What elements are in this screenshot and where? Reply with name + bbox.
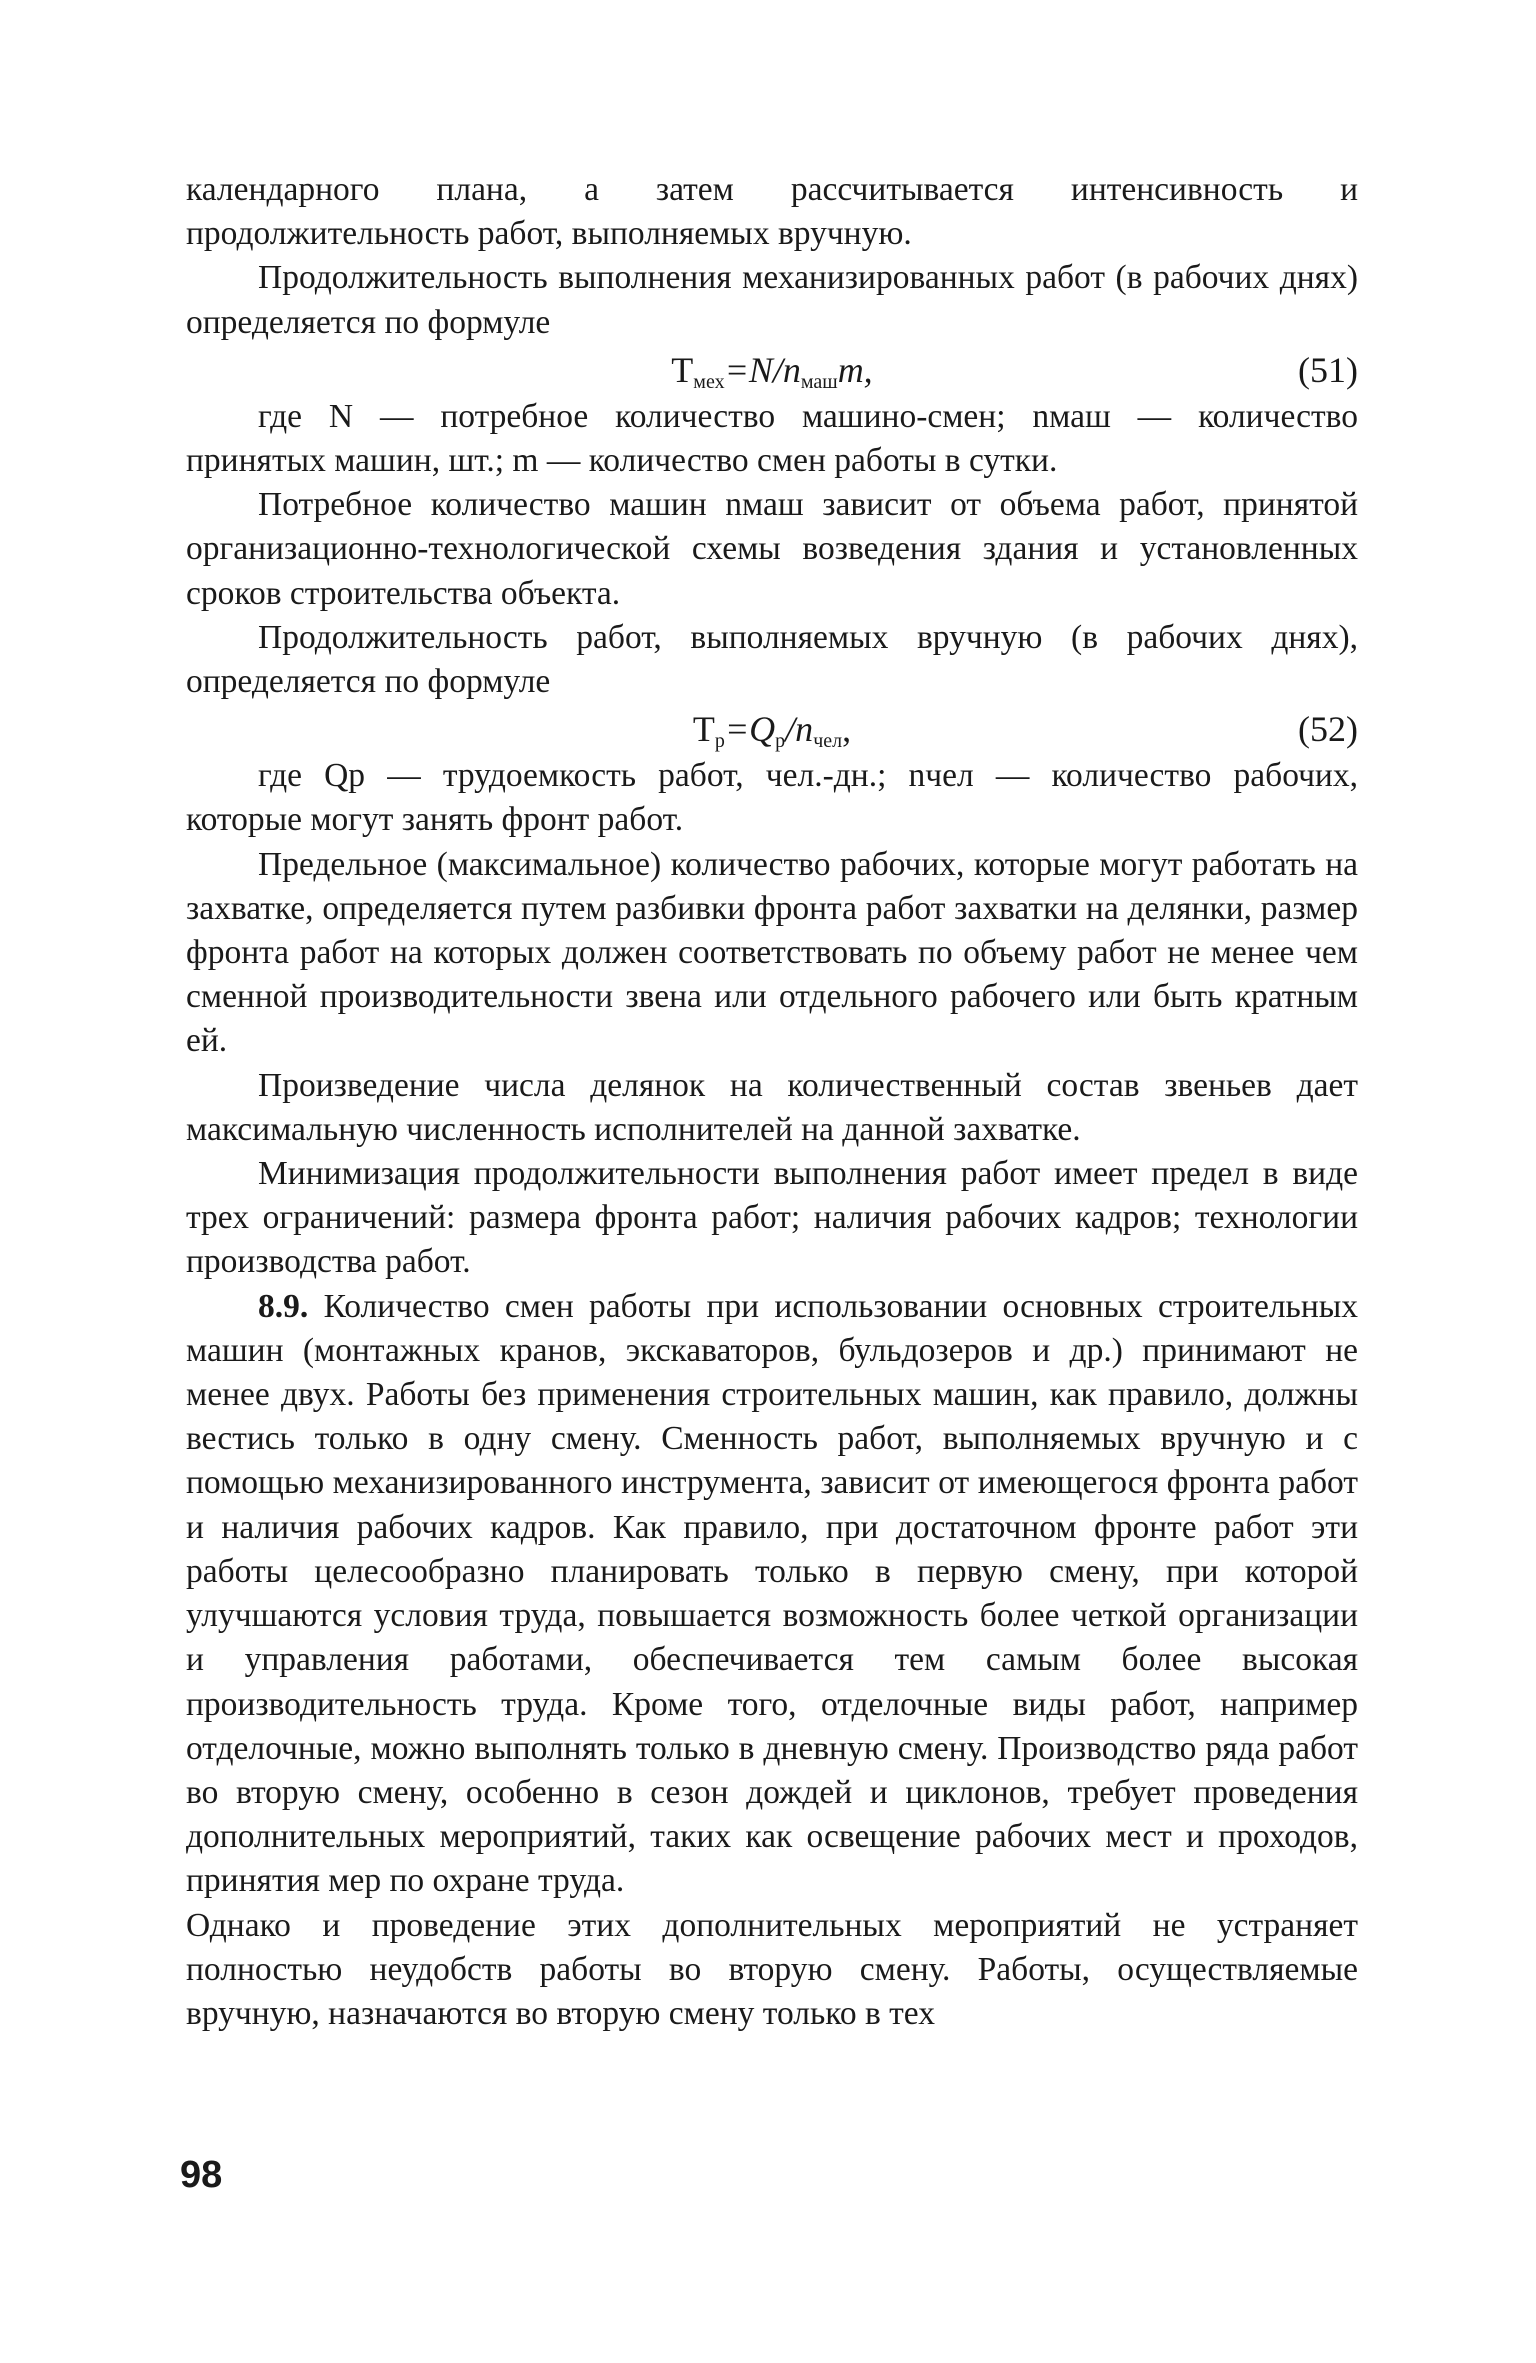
paragraph-10-text: Количество смен работы при использовании основных строительных машин (монтажных кранов, экскаваторов, бульдозеров и др.) принимают не менее двух. Работы без применения строительных машин, как правило, должны вестись только в одну смену. Сменность работ, выполняемых вручную и с помощью механизированного инструмента, зависит от имеющегося фронта работ и наличия рабочих кадров. Как правило, при достаточном фронте работ эти работы целесообразно планировать только в первую смену, при которой улучшаются условия труда, повышается возможность более четкой организации и управления работами, обеспечивается тем самым более высокая производительность труда. Кроме того, отделочные виды работ, например отделочные, можно выполнять только в дневную смену. Производство ряда работ во вторую смену, особенно в сезон дождей и циклонов, требует проведения дополнительных мероприятий, таких как освещение рабочих мест и проходов, принятия мер по охране труда.: [186, 1287, 1358, 1900]
page-body: [186, 168, 1358, 2036]
paragraph-3: где N — потребное количество машино-смен; nмаш — количество принятых машин, шт.; m — количество смен работы в сутки.: [186, 397, 1358, 480]
paragraph-10: [186, 1285, 1358, 1904]
paragraph-8: Произведение числа делянок на количественный состав звеньев дает максимальную численность исполнителей на данной захватке.: [186, 1066, 1358, 1148]
formula-51: [186, 345, 1358, 395]
formula-52-number: (52): [1298, 709, 1358, 750]
section-number: 8.9.: [258, 1287, 309, 1325]
paragraph-11: Однако и проведение этих дополнительных мероприятий не устраняет полностью неудобств работы во вторую смену. Работы, осуществляемые вручную, назначаются во вторую смену только в тех: [186, 1906, 1358, 2032]
paragraph-9: Минимизация продолжительности выполнения работ имеет предел в виде трех ограничений: размера фронта работ; наличия рабочих кадров; технологии производства работ.: [186, 1155, 1358, 1281]
paragraph-6: где Qр — трудоемкость работ, чел.-дн.; nчел — количество рабочих, которые могут занять фронт работ.: [186, 757, 1358, 839]
formula-52: [186, 704, 1358, 754]
paragraph-7: Предельное (максимальное) количество рабочих, которые могут работать на захватке, определяется путем разбивки фронта работ захватки на делянки, размер фронта работ на которых должен соответствовать по объему работ не менее чем сменной производительности звена или отдельного рабочего или быть кратным ей.: [186, 845, 1358, 1060]
formula-52-expression: $Т_р=Q_р/n_{чел}$,: [692, 709, 852, 753]
paragraph-1: календарного плана, а затем рассчитывается интенсивность и продолжительность работ, выполняемых вручную.: [186, 171, 1358, 253]
paragraph-4: Потребное количество машин nмаш зависит от объема работ, принятой организационно-технологической схемы возведения здания и установленных сроков строительства объекта.: [186, 486, 1358, 612]
formula-51-expression: $Т_{мех}=N/n_{маш}m$,: [671, 349, 873, 393]
paragraph-2: Продолжительность выполнения механизированных работ (в рабочих днях) определяется по формуле: [186, 259, 1358, 341]
formula-51-number: (51): [1298, 349, 1358, 390]
paragraph-5: Продолжительность работ, выполняемых вручную (в рабочих днях), определяется по формуле: [186, 618, 1358, 701]
page-number: 98: [180, 2154, 223, 2196]
